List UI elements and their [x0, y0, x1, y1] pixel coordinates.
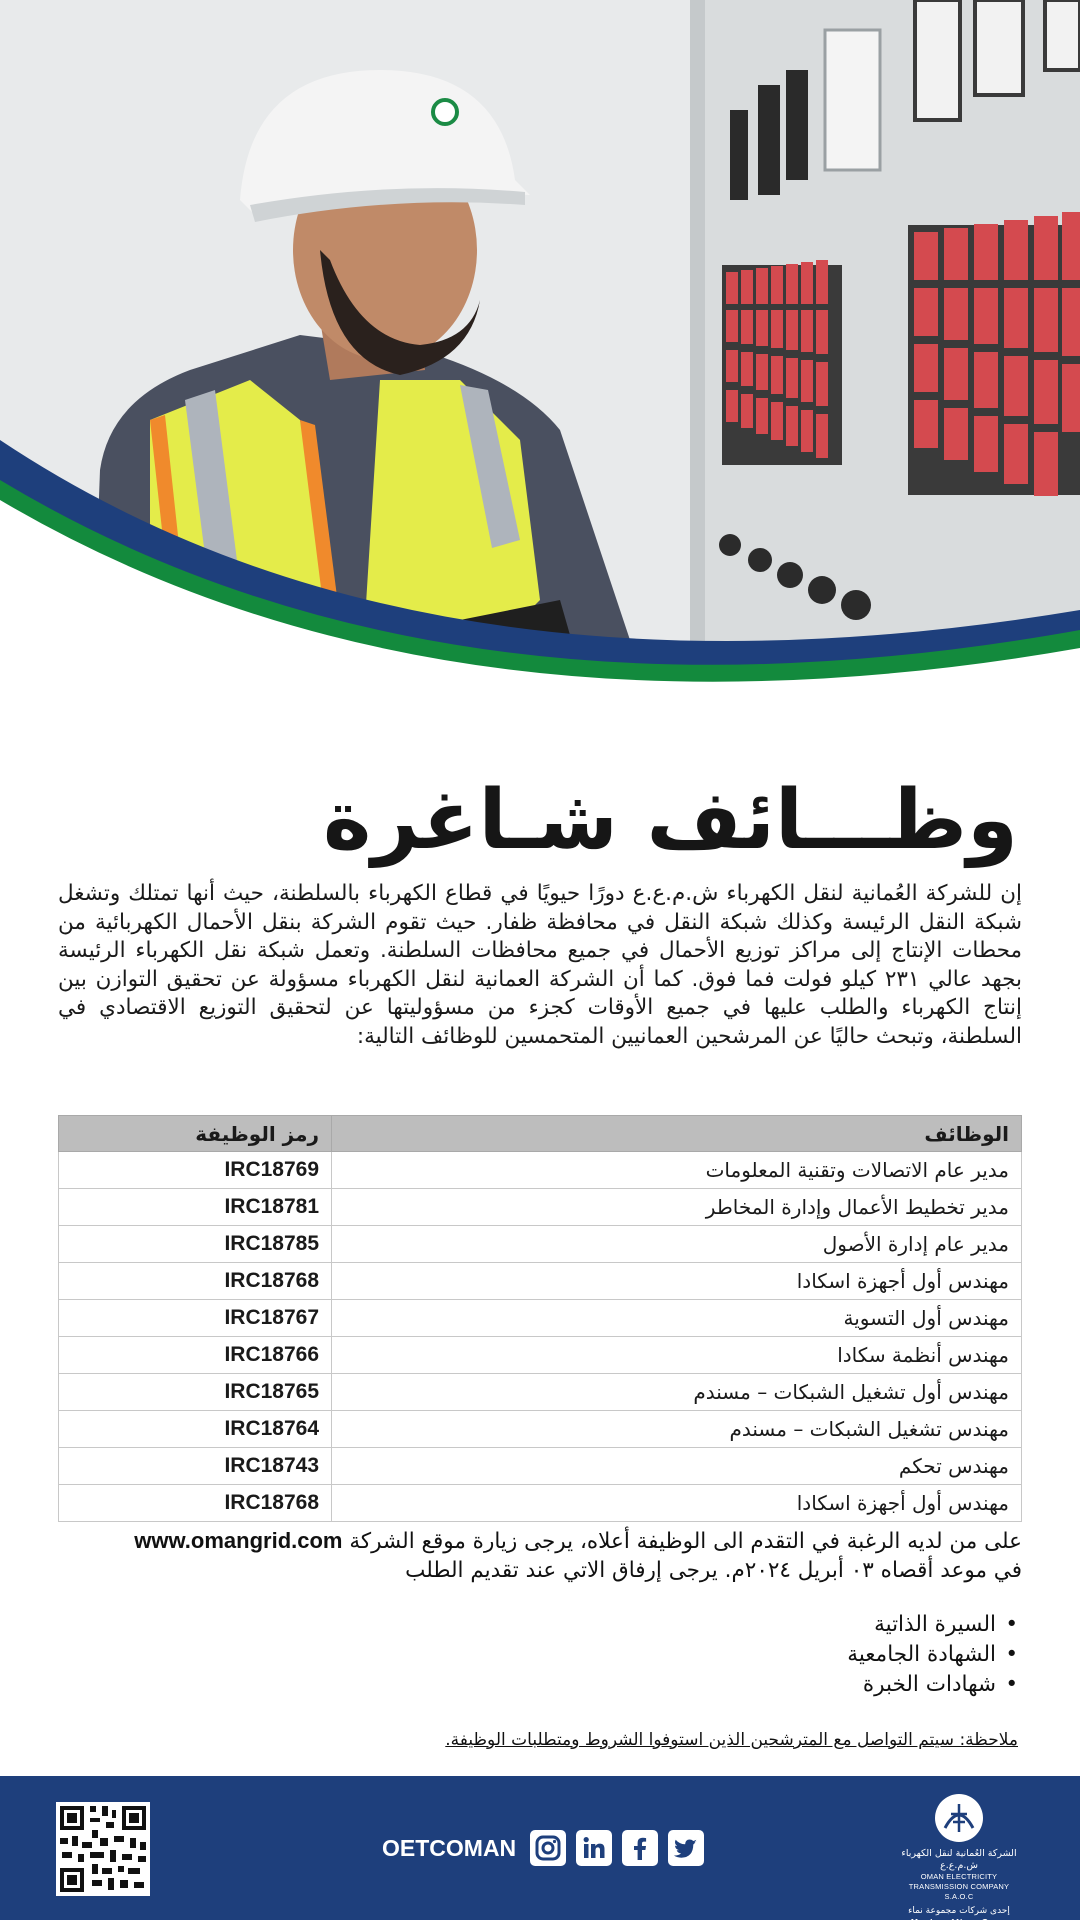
company-name-ar: الشركة العُمانية لنقل الكهرباء ش.م.ع.ع	[901, 1848, 1017, 1871]
job-title: مهندس أنظمة سكادا	[332, 1337, 1022, 1374]
apply-text: على من لديه الرغبة في التقدم الى الوظيفة أعلاه، يرجى زيارة موقع الشركة	[349, 1529, 1022, 1554]
job-title: مدير عام الاتصالات وتقنية المعلومات	[332, 1152, 1022, 1189]
hero-photo	[0, 0, 1080, 740]
company-intro: إن للشركة العُمانية لنقل الكهرباء ش.م.ع.ع دورًا حيويًا في قطاع الكهرباء بالسلطنة، حيث أنها تمتلك وتشغل شبكة النقل الرئيسة وكذلك شبكة النقل في محافظة ظفار. حيث تقوم الشركة بنقل الأحمال الكهربائية من محطات الإنتاج إلى مراكز توزيع الأحمال في جميع محافظات السلطنة. وتعمل شبكة نقل الكهرباء الرئيسة بجهد عالي ٢٣١ كيلو فولت فما فوق. كما أن الشركة العمانية لنقل الكهرباء مسؤولة عن تحقيق التوازن بين إنتاج الكهرباء والطلب عليها في جميع الأوقات كجزء من مسؤوليتها عن لتحقيق التوزيع الاقتصادي في السلطنة، وتبحث حاليًا عن المرشحين العمانيين المتحمسين للوظائف التالية:	[58, 881, 1022, 1049]
list-item: • شهادات الخبرة	[847, 1670, 996, 1700]
oetc-logo-icon	[933, 1792, 985, 1844]
twitter-icon[interactable]	[668, 1830, 704, 1866]
header-job-code: رمز الوظيفة	[59, 1116, 332, 1152]
job-code: IRC18769	[59, 1152, 332, 1189]
company-logo	[894, 1792, 1024, 1927]
job-code: IRC18764	[59, 1411, 332, 1448]
qr-code[interactable]	[56, 1802, 150, 1896]
job-code: IRC18781	[59, 1189, 332, 1226]
table-row	[59, 1263, 1022, 1300]
job-code: IRC18767	[59, 1300, 332, 1337]
job-title: مهندس تحكم	[332, 1448, 1022, 1485]
apply-deadline: في موعد أقصاه ٠٣ أبريل ٢٠٢٤م. يرجى إرفاق الاتي عند تقديم الطلب	[405, 1558, 1022, 1583]
member-group-en: Member of Nama Group	[910, 1917, 1008, 1927]
hero-illustration	[0, 0, 1080, 740]
list-item: • السيرة الذاتية	[847, 1610, 996, 1640]
job-title: مهندس تشغيل الشبكات – مسندم	[332, 1411, 1022, 1448]
table-row	[59, 1337, 1022, 1374]
instagram-icon[interactable]	[530, 1830, 566, 1866]
job-title: مهندس أول أجهزة اسكادا	[332, 1263, 1022, 1300]
table-row	[59, 1226, 1022, 1263]
job-title: مدير عام إدارة الأصول	[332, 1226, 1022, 1263]
vacancies-table	[58, 1115, 1022, 1522]
job-title: مهندس أول أجهزة اسكادا	[332, 1485, 1022, 1522]
job-title: مدير تخطيط الأعمال وإدارة المخاطر	[332, 1189, 1022, 1226]
footer	[0, 1776, 1080, 1927]
table-row	[59, 1411, 1022, 1448]
table-header	[59, 1116, 1022, 1152]
linkedin-icon[interactable]	[576, 1830, 612, 1866]
alarm-panel-left	[722, 260, 842, 465]
table-row	[59, 1300, 1022, 1337]
website-link[interactable]: www.omangrid.com	[134, 1528, 343, 1553]
company-name-en: OMAN ELECTRICITY TRANSMISSION COMPANY S.A.O.C	[908, 1872, 1010, 1901]
job-code: IRC18766	[59, 1337, 332, 1374]
table-row	[59, 1374, 1022, 1411]
list-item: • الشهادة الجامعية	[847, 1640, 996, 1670]
job-code: IRC18785	[59, 1226, 332, 1263]
table-row	[59, 1189, 1022, 1226]
job-code: IRC18768	[59, 1485, 332, 1522]
job-title: مهندس أول تشغيل الشبكات – مسندم	[332, 1374, 1022, 1411]
job-code: IRC18768	[59, 1263, 332, 1300]
job-code: IRC18765	[59, 1374, 332, 1411]
facebook-icon[interactable]	[622, 1830, 658, 1866]
table-row	[59, 1448, 1022, 1485]
social-handle: OETCOMAN	[382, 1834, 517, 1861]
page-title: وظـــائف شـاغرة	[323, 773, 1018, 868]
job-code: IRC18743	[59, 1448, 332, 1485]
table-row	[59, 1485, 1022, 1522]
note: ملاحظة: سيتم التواصل مع المترشحين الذين استوفوا الشروط ومتطلبات الوظيفة.	[445, 1730, 1018, 1750]
table-row	[59, 1152, 1022, 1189]
job-title: مهندس أول التسوية	[332, 1300, 1022, 1337]
alarm-panel-right	[908, 212, 1080, 496]
social-links	[382, 1828, 704, 1868]
member-group-ar: إحدى شركات مجموعة نماء	[908, 1906, 1010, 1916]
application-instructions	[58, 1526, 1022, 1585]
requirements-list	[847, 1610, 1018, 1700]
header-job-title: الوظائف	[332, 1116, 1022, 1152]
